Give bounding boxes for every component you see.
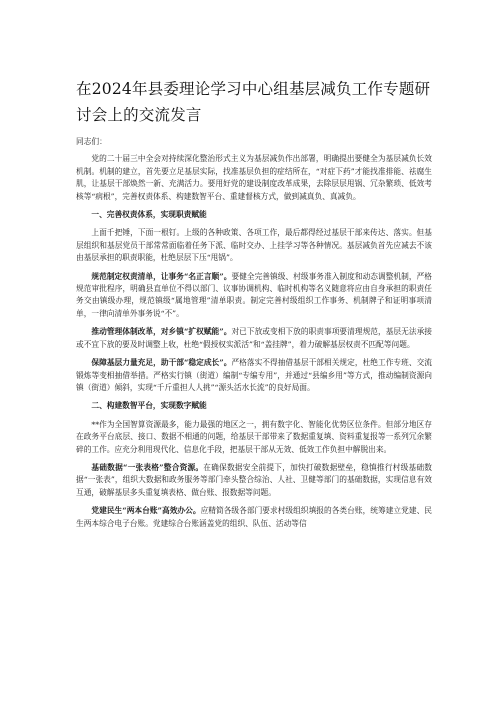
section2-heading: 二、构建数智平台，实现数字赋能 (91, 401, 207, 411)
intro-paragraph: 党的二十届三中全会对持续深化整治形式主义为基层减负作出部署，明确提出要健全为基层减负长效机制。机制的建立，首先要立足基层实际，找准基层负担的症结所在，“对症下药”才能找准排能、祛腐生肌，让基层干部焕然一新、充满活力。要用好党的建设制度改革成果，去除层层甩锅、冗杂繁琐、低效考核等“病根”，完善权责体系、构建数智平台、重建督核方式，做到减真负、真减负。 (76, 154, 432, 201)
s2-paragraph-2 (76, 462, 432, 499)
s1-paragraph-4-text: 严格落实不得抽借基层干部相关规定，杜绝工作专班、交流锻炼等变相抽借举措。严格实行镇（街道）编制“专编专用”，并通过“县编乡用”等方式，推动编制资源向镇（街道）倾斜，实现“千斤重担人人挑”“源头活水长流”的良好局面。 (76, 358, 432, 392)
document-body (76, 136, 432, 536)
document-title-line2: 讨会上的交流发言 (76, 106, 202, 124)
s1-paragraph-3 (76, 326, 432, 351)
s1-paragraph-1: 上面千把锤，下面一根钉。上级的各种政策、各项工作，最后都得经过基层干部来传达、落实。但基层组织和基层党员干部常常面临着任务下派、临时交办、上挂学习等各种情况。基层减负首先应减去不该由基层承担的职责职能，杜绝层层下压“甩锅”。 (76, 228, 432, 263)
s1-paragraph-2 (76, 271, 432, 321)
s2-paragraph-2-text: 在确保数据安全前提下，加快打破数据壁垒，稳慎推行村级基础数据“一张表”，组织大数据和政务服务等部门牵头整合综治、人社、卫健等部门的基础数据，实现信息有效互通，破解基层多头重复填表格、做台账、报数据等问题。 (76, 462, 432, 497)
s1-paragraph-2-lead: 规范制定权责清单，让事务“名正言顺”。 (91, 271, 232, 281)
salutation: 同志们： (76, 137, 107, 146)
s2-paragraph-2-lead: 基础数据“一张表格”整合资源。 (91, 462, 204, 472)
s1-paragraph-3-text: 对已下放或变相下放的职责事项要清理规范，基层无法承接或不宜下放的要及时调整上收，杜绝“假授权实派活”和“盖挂牌”，着力破解基层权责不匹配等问题。 (76, 327, 432, 349)
s2-paragraph-3-lead: 党建民生“两本台账”高效办公。 (91, 506, 201, 516)
s2-paragraph-1: **作为全国智算资源最多，能力最强的地区之一，拥有数字化、智能化优势区位条件。但部分地区存在政务平台底层、接口、数据不相通的问题，给基层干部带来了数据重复填、资料重复报等一系列冗余繁碎的工作。应充分利用现代化、信息化手段，把基层干部从无效、低效工作负担中解脱出来。 (76, 419, 432, 454)
s1-paragraph-2-text: 要健全完善镇级、村级事务准入制度和动态调整机制，严格规范审批程序，明确县直单位不得以部门、议事协调机构、临时机构等名义随意将应由自身承担的职责任务交由镇级办理，规范镇级“属地管理”清单职责。制定完善村级组织工作事务、机制牌子和证明事项清单，一律向清单外事务说“不”。 (76, 271, 432, 318)
s1-paragraph-4 (76, 357, 432, 394)
section1-heading: 一、完善权责体系，实现职责赋能 (91, 210, 207, 220)
s1-paragraph-4-lead: 保障基层力量充足，助干部“稳定成长”。 (91, 358, 232, 368)
document-title-line1: 在2024年县委理论学习中心组基层减负工作专题研 (76, 80, 431, 98)
s2-paragraph-3 (76, 505, 432, 530)
s2-paragraph-3-text: 应精简各级各部门要求村级组织填报的各类台账，统筹建立党建、民生两本综合电子台账。党建综合台账涵盖党的组织、队伍、活动等信 (76, 506, 432, 528)
s1-paragraph-3-lead: 推动管理体制改革，对乡镇“扩权赋能”。 (91, 327, 232, 337)
